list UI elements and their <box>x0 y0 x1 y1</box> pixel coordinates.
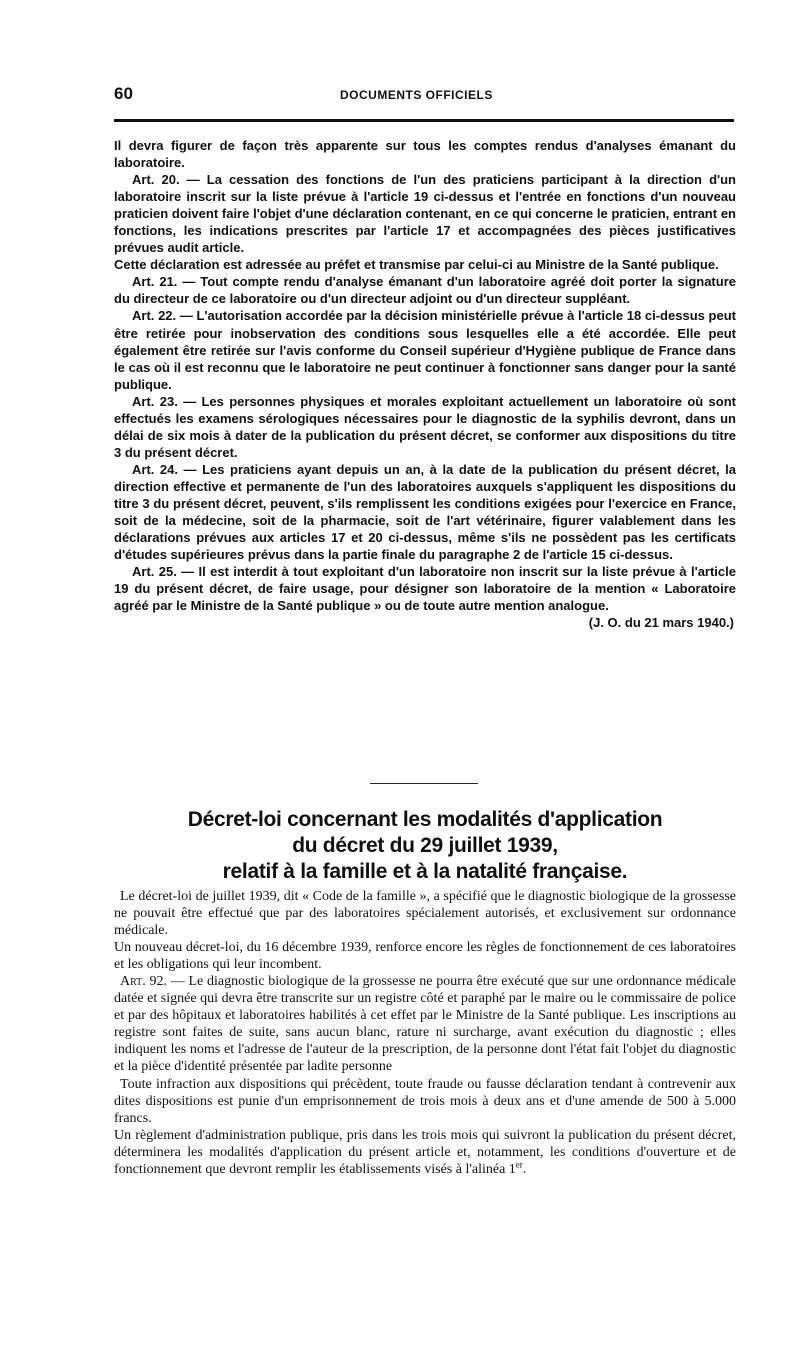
reglement-superscript: er <box>515 1159 523 1170</box>
paragraph-infraction: Toute infraction aux dispositions qui précèdent, toute fraude ou fausse déclaration tendant à contrevenir aux dites dispositions est punie d'un emprisonnement de trois mois à deux ans et d'une amende de 500 à 5.000 francs. <box>114 1076 736 1126</box>
decree-title-line-3: relatif à la famille et à la natalité française. <box>222 860 628 883</box>
source-citation: (J. O. du 21 mars 1940.) <box>588 615 734 631</box>
header-rule <box>114 119 734 122</box>
page-header <box>114 84 734 110</box>
paragraph-art-20: Art. 20. — La cessation des fonctions de l'un des praticiens participant à la direction d'un laboratoire inscrit sur la liste prévue à l'article 19 ci-dessus et l'entrée en fonctions d'un nouveau praticien doivent faire l'objet d'une déclaration contenant, en ce qui concerne le praticien, entrant en fonctions, les indications prescrites par l'article 17 et accompagnées des pièces justificatives prévues audit article. <box>114 172 736 256</box>
decree-body <box>114 888 736 1178</box>
paragraph-art-24: Art. 24. — Les praticiens ayant depuis un an, à la date de la publication du présent décret, la direction effective et permanente de l'un des laboratoires auxquels s'appliquent les dispositions du titre 3 du présent décret, peuvent, s'ils remplissent les conditions exigées pour l'exercice en France, soit de la médecine, soit de la pharmacie, soit de l'art vétérinaire, figurer valablement dans les déclarations prévues aux articles 17 et 20 ci-dessus, même s'ils ne possèdent pas les certificats d'études supérieures prévus dans la partie finale du paragraphe 2 de l'article 15 ci-dessus. <box>114 461 736 563</box>
decree-title-line-2: du décret du 29 juillet 1939, <box>292 834 558 857</box>
paragraph-new-decree: Un nouveau décret-loi, du 16 décembre 1939, renforce encore les règles de fonctionnement de ces laboratoires et les obligations qui leur incombent. <box>114 940 736 973</box>
paragraph-art-21: Art. 21. — Tout compte rendu d'analyse émanant d'un laboratoire agréé doit porter la signature du directeur de ce laboratoire ou d'un directeur adjoint ou d'un directeur suppléant. <box>114 274 736 307</box>
paragraph-art-25: Art. 25. — Il est interdit à tout exploitant d'un laboratoire non inscrit sur la liste prévue à l'article 19 du présent décret, de faire usage, pour désigner son laboratoire de la mention « Laboratoire agréé par le Ministre de la Santé publique » ou de toute autre mention analogue. <box>114 564 736 614</box>
paragraph-reglement <box>114 1127 736 1178</box>
paragraph-art-92 <box>114 973 736 1075</box>
paragraph-code-famille: Le décret-loi de juillet 1939, dit « Code de la famille », a spécifié que le diagnostic biologique de la grossesse ne pouvait être effectué que par des laboratoires spécialement autorisés, et exclusivement sur ordonnance médicale. <box>114 889 736 939</box>
section-articles <box>114 137 736 631</box>
paragraph-intro: Il devra figurer de façon très apparente sur tous les comptes rendus d'analyses émanant du laboratoire. <box>114 138 736 171</box>
reglement-end: . <box>522 1161 527 1177</box>
art-92-label: Art. <box>120 974 146 990</box>
paragraph-art-22: Art. 22. — L'autorisation accordée par la décision ministérielle prévue à l'article 18 ci-dessus peut être retirée pour inobservation des conditions sous lesquelles elle a été accordée. Elle peut également être retirée sur l'avis conforme du Conseil supérieur d'Hygiène publique de France dans le cas où il est reconnu que le laboratoire ne peut continuer à fonctionner sans danger pour la santé publique. <box>114 308 736 392</box>
reglement-text: Un règlement d'administration publique, pris dans les trois mois qui suivront la publication du présent décret, déterminera les modalités d'application du présent article et, notamment, les conditions d'ouverture et de fonctionnement que devront remplir les établissements visés à l'alinéa 1 <box>114 1127 736 1177</box>
art-92-text: 92. — Le diagnostic biologique de la grossesse ne pourra être exécuté que sur une ordonnance médicale datée et signée qui devra être transcrite sur un registre côté et paraphé par le maire ou le commissaire de police et par des hôpitaux et laboratoires habilités à cet effet par le Ministre de la Santé publique. Les inscriptions au registre sont faites de suite, sans aucun blanc, rature ni surcharge, avant exécution du diagnostic ; elles indiquent les noms et l'adresse de l'auteur de la prescription, de la personne dont l'état fait l'objet du diagnostic et la pièce d'identité présentée par ladite personne <box>114 974 736 1075</box>
running-title: DOCUMENTS OFFICIELS <box>340 88 493 102</box>
paragraph-art-20-cont: Cette déclaration est adressée au préfet et transmise par celui-ci au Ministre de la Santé publique. <box>114 257 719 273</box>
paragraph-art-23: Art. 23. — Les personnes physiques et morales exploitant actuellement un laboratoire où sont effectués les examens sérologiques nécessaires pour le diagnostic de la syphilis devront, dans un délai de six mois à dater de la publication du présent décret, se conformer aux dispositions du titre 3 du présent décret. <box>114 393 736 460</box>
section-separator <box>370 783 478 784</box>
page-number: 60 <box>114 84 133 103</box>
decree-title <box>114 807 736 885</box>
decree-title-line-1: Décret-loi concernant les modalités d'application <box>187 808 663 831</box>
